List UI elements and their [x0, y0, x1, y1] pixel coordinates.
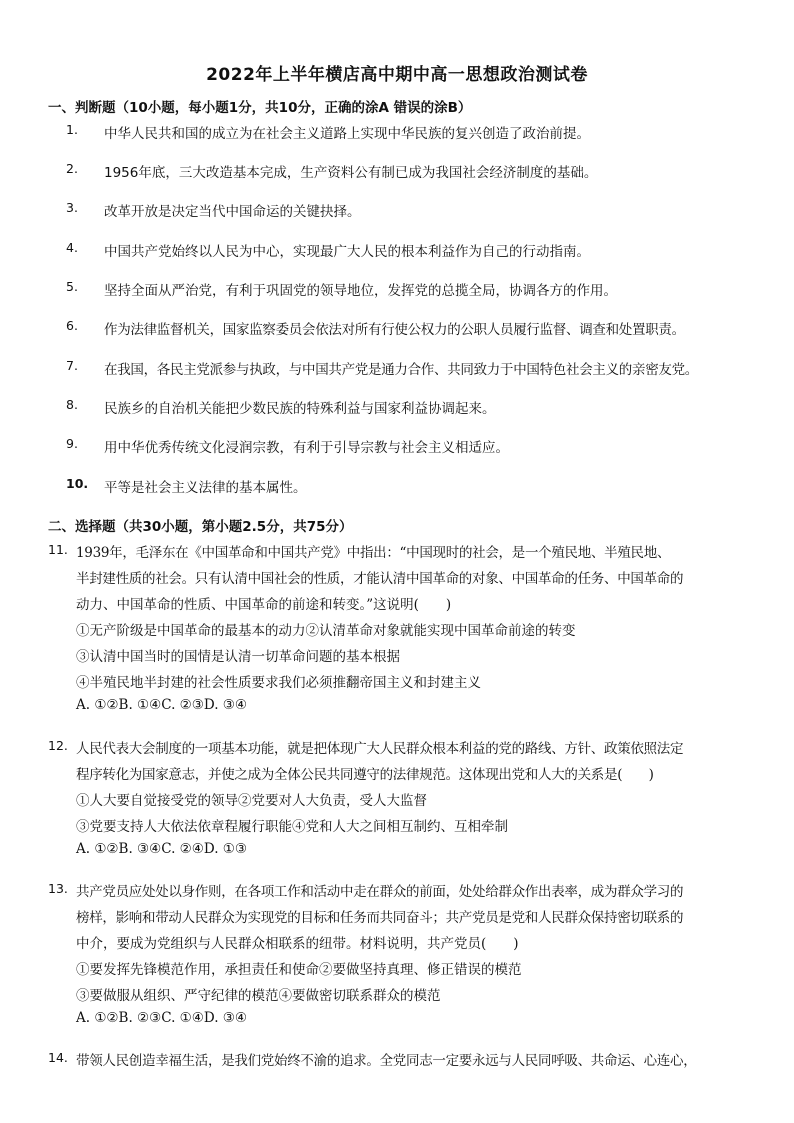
question-line: 带领人民创造幸福生活，是我们党始终不渝的追求。全党同志一定要永远与人民同呼吸、共命运、心连心，	[76, 1053, 697, 1069]
option-line: ①无产阶级是中国革命的最基本的动力②认清革命对象就能实现中国革命前途的转变	[76, 623, 576, 639]
question-number: 11.	[48, 542, 68, 557]
question-line: 中介，要成为党组织与人民群众相联系的纽带。材料说明，共产党员( )	[76, 936, 519, 952]
item-number: 9.	[66, 436, 78, 451]
item-text: 中华人民共和国的成立为在社会主义道路上实现中华民族的复兴创造了政治前提。	[104, 126, 590, 142]
option-line: ③认清中国当时的国情是认清一切革命问题的基本根据	[76, 649, 400, 665]
question-line: 共产党员应处处以身作则，在各项工作和活动中走在群众的前面，处处给群众作出表率，成为群众学习的	[76, 884, 684, 900]
item-text: 中国共产党始终以人民为中心，实现最广大人民的根本利益作为自己的行动指南。	[104, 244, 590, 260]
item-number: 7.	[66, 358, 78, 373]
item-text: 平等是社会主义法律的基本属性。	[104, 480, 307, 496]
question-line: 1939年，毛泽东在《中国革命和中国共产党》中指出：“中国现时的社会，是一个殖民地、半殖民地、	[76, 545, 671, 561]
option-line: ③党要支持人大依法依章程履行职能④党和人大之间相互制约、互相牵制	[76, 819, 508, 835]
answer-choices: A. ①②B. ①④C. ②③D. ③④	[76, 697, 248, 713]
item-text: 改革开放是决定当代中国命运的关键抉择。	[104, 204, 361, 220]
item-text: 1956年底，三大改造基本完成，生产资料公有制已成为我国社会经济制度的基础。	[104, 165, 598, 181]
question-number: 12.	[48, 738, 68, 753]
item-text: 作为法律监督机关，国家监察委员会依法对所有行使公权力的公职人员履行监督、调查和处置职责。	[104, 322, 685, 338]
answer-choices: A. ①②B. ②③C. ①④D. ③④	[76, 1010, 248, 1026]
question-line: 程序转化为国家意志，并使之成为全体公民共同遵守的法律规范。这体现出党和人大的关系是( )	[76, 767, 654, 783]
item-number: 8.	[66, 397, 78, 412]
question-line: 人民代表大会制度的一项基本功能，就是把体现广大人民群众根本利益的党的路线、方针、政策依照法定	[76, 741, 684, 757]
option-line: ④半殖民地半封建的社会性质要求我们必须推翻帝国主义和封建主义	[76, 675, 481, 691]
question-line: 动力、中国革命的性质、中国革命的前途和转变。”这说明( )	[76, 597, 452, 613]
item-number: 2.	[66, 161, 78, 176]
question-number: 13.	[48, 881, 68, 896]
section1-heading: 一、判断题（10小题，每小题1分，共10分，正确的涂A 错误的涂B）	[48, 100, 472, 116]
item-number: 4.	[66, 240, 78, 255]
item-text: 坚持全面从严治党，有利于巩固党的领导地位，发挥党的总揽全局，协调各方的作用。	[104, 283, 617, 299]
question-line: 榜样，影响和带动人民群众为实现党的目标和任务而共同奋斗；共产党员是党和人民群众保持密切联系的	[76, 910, 684, 926]
item-number: 1.	[66, 122, 78, 137]
item-number: 6.	[66, 318, 78, 333]
item-text: 在我国，各民主党派参与执政，与中国共产党是通力合作、共同致力于中国特色社会主义的亲密友党。	[104, 362, 698, 378]
option-line: ①要发挥先锋模范作用，承担责任和使命②要做坚持真理、修正错误的模范	[76, 962, 522, 978]
option-line: ①人大要自觉接受党的领导②党要对人大负责，受人大监督	[76, 793, 427, 809]
page-title: 2022年上半年横店高中期中高一思想政治测试卷	[206, 65, 588, 85]
option-line: ③要做服从组织、严守纪律的模范④要做密切联系群众的模范	[76, 988, 441, 1004]
item-text: 民族乡的自治机关能把少数民族的特殊利益与国家利益协调起来。	[104, 401, 496, 417]
item-number: 10.	[66, 476, 89, 491]
section2-heading: 二、选择题（共30小题，第小题2.5分，共75分）	[48, 519, 353, 535]
item-number: 3.	[66, 200, 78, 215]
answer-choices: A. ①②B. ③④C. ②④D. ①③	[76, 841, 248, 857]
question-number: 14.	[48, 1050, 68, 1065]
question-line: 半封建性质的社会。只有认清中国社会的性质，才能认清中国革命的对象、中国革命的任务、中国革命的	[76, 571, 684, 587]
item-text: 用中华优秀传统文化浸润宗教，有利于引导宗教与社会主义相适应。	[104, 440, 509, 456]
item-number: 5.	[66, 279, 78, 294]
